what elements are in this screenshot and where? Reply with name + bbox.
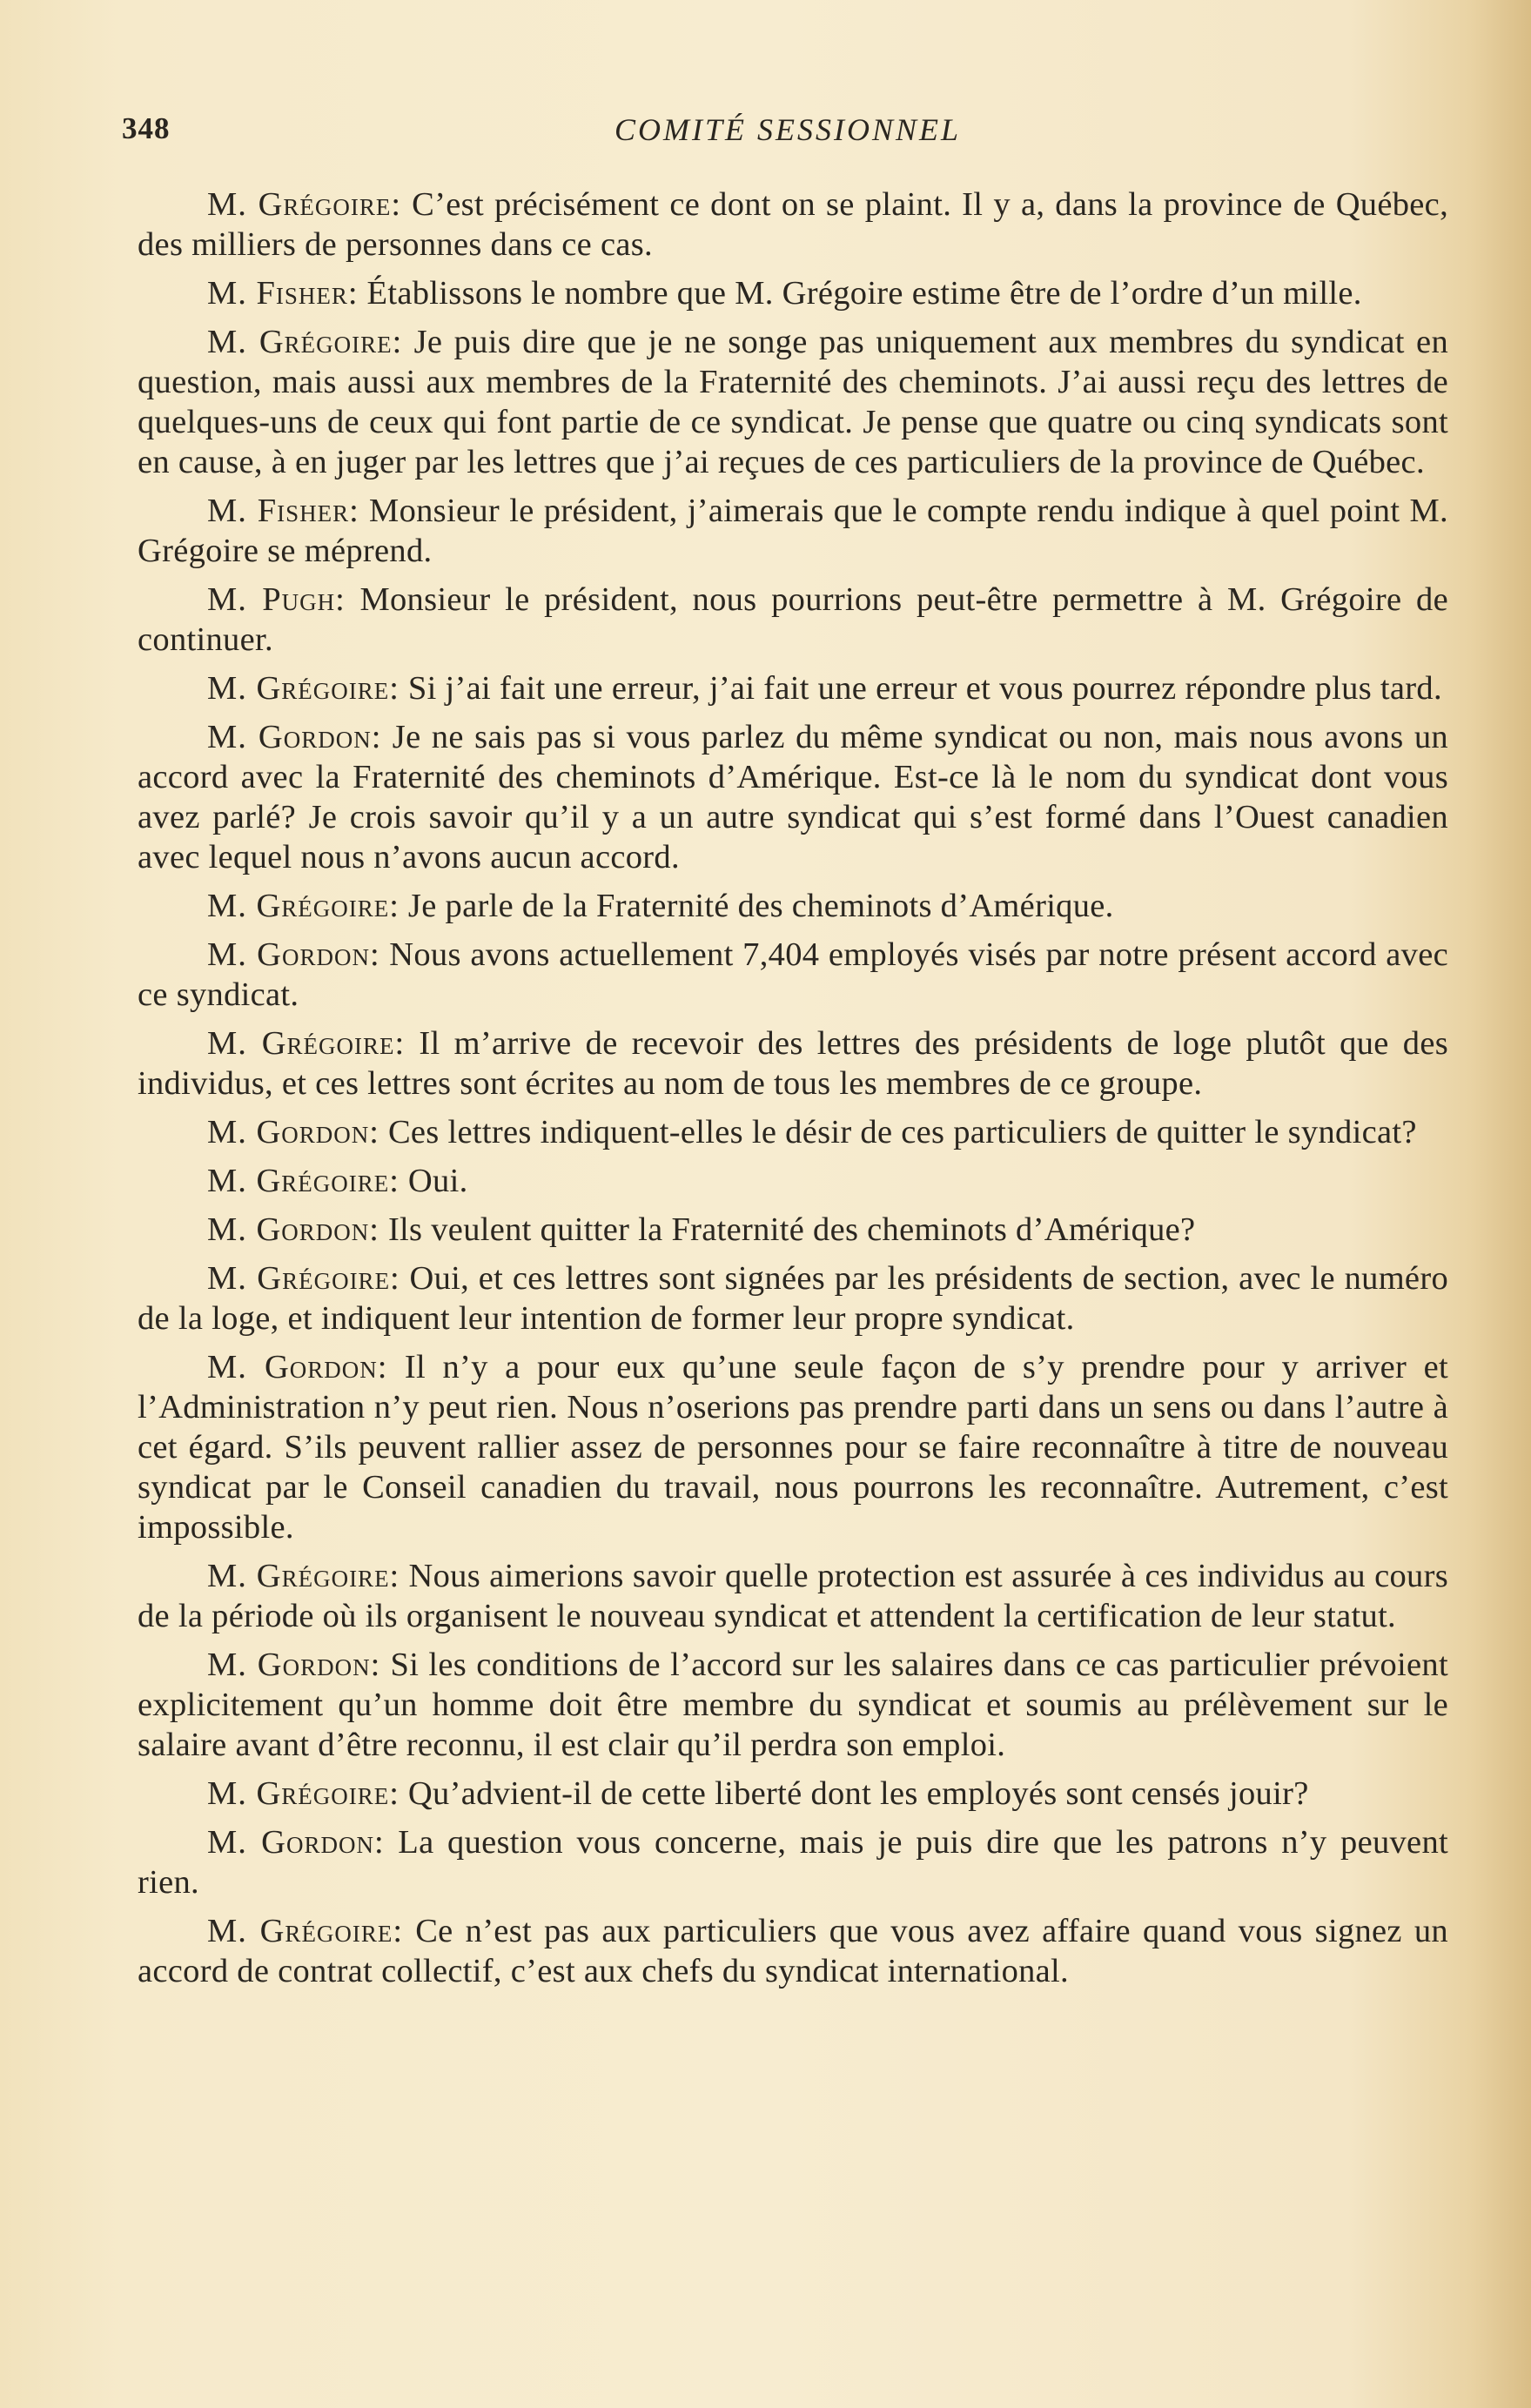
transcript-body: [138, 184, 1448, 2000]
paragraph-text: Je parle de la Fraternité des cheminots d’Amérique.: [407, 888, 1114, 924]
paragraph: [138, 1645, 1448, 1765]
speaker-name: M. Fisher:: [207, 275, 359, 312]
paragraph-text: C’est précisément ce dont on se plaint. Il y a, dans la province de Québec, des milliers de personnes dans ce cas.: [138, 186, 1448, 263]
paragraph-text: Il m’arrive de recevoir des lettres des présidents de loge plutôt que des individus, et ces lettres sont écrites au nom de tous les membres de ce groupe.: [138, 1025, 1448, 1102]
paragraph: [138, 1774, 1448, 1814]
speaker-name: M. Gordon:: [207, 1647, 381, 1683]
speaker-name: M. Gordon:: [207, 1349, 388, 1385]
paragraph: [138, 1347, 1448, 1547]
paragraph-text: La question vous concerne, mais je puis dire que les patrons n’y peuvent rien.: [138, 1824, 1448, 1901]
paragraph-text: Si les conditions de l’accord sur les salaires dans ce cas particulier prévoient explicitement qu’un homme doit être membre du syndicat et soumis au prélèvement sur le salaire avant d’être reconnu, il est clair qu’il perdra son emploi.: [138, 1647, 1448, 1763]
paragraph: [138, 1210, 1448, 1250]
paragraph: [138, 1161, 1448, 1201]
paragraph-text: Monsieur le président, nous pourrions peut-être permettre à M. Grégoire de continuer.: [138, 581, 1448, 658]
paragraph-text: Qu’advient-il de cette liberté dont les employés sont censés jouir?: [407, 1775, 1309, 1812]
speaker-name: M. Fisher:: [207, 493, 359, 529]
paragraph: [138, 273, 1448, 313]
speaker-name: M. Gordon:: [207, 719, 382, 755]
paragraph: [138, 491, 1448, 571]
speaker-name: M. Grégoire:: [207, 324, 403, 360]
paragraph-text: Il n’y a pour eux qu’une seule façon de s’y prendre pour y arriver et l’Administration n’y peut rien. Nous n’oserions pas prendre parti dans un sens ou dans l’autre à cet égard. S’ils peuvent rallier assez de personnes pour se faire reconnaître à titre de nouveau syndicat par le Conseil canadien du travail, nous pourrons les reconnaître. Autrement, c’est impossible.: [138, 1349, 1448, 1546]
page-number: 348: [122, 111, 171, 145]
speaker-name: M. Gordon:: [207, 1824, 385, 1861]
speaker-name: M. Grégoire:: [207, 888, 400, 924]
speaker-name: M. Grégoire:: [207, 1913, 404, 1949]
paragraph: [138, 184, 1448, 265]
speaker-name: M. Grégoire:: [207, 1775, 400, 1812]
paragraph-text: Je ne sais pas si vous parlez du même syndicat ou non, mais nous avons un accord avec la Fraternité des cheminots d’Amérique. Est-ce là le nom du syndicat dont vous avez parlé? Je crois savoir qu’il y a un autre syndicat qui s’est formé dans l’Ouest canadien avec lequel nous n’avons aucun accord.: [138, 719, 1448, 875]
paragraph: [138, 1112, 1448, 1152]
paragraph-text: Ils veulent quitter la Fraternité des cheminots d’Amérique?: [387, 1211, 1196, 1248]
paragraph-text: Si j’ai fait une erreur, j’ai fait une erreur et vous pourrez répondre plus tard.: [407, 670, 1442, 707]
speaker-name: M. Gordon:: [207, 1211, 379, 1248]
paragraph: [138, 1258, 1448, 1338]
speaker-name: M. Grégoire:: [207, 1558, 400, 1594]
speaker-name: M. Gordon:: [207, 1114, 379, 1150]
speaker-name: M. Grégoire:: [207, 670, 400, 707]
paragraph: [138, 717, 1448, 877]
speaker-name: M. Grégoire:: [207, 1163, 400, 1199]
paragraph-text: Je puis dire que je ne songe pas uniquement aux membres du syndicat en question, mais aussi aux membres de la Fraternité des cheminots. J’ai aussi reçu des lettres de quelques-uns de ceux qui font partie de ce syndicat. Je pense que quatre ou cinq syndicats sont en cause, à en juger par les lettres que j’ai reçues de ces particuliers de la province de Québec.: [138, 324, 1448, 480]
paragraph-text: Établissons le nombre que M. Grégoire estime être de l’ordre d’un mille.: [366, 275, 1362, 312]
paragraph-text: Ces lettres indiquent-elles le désir de ces particuliers de quitter le syndicat?: [387, 1114, 1417, 1150]
paragraph: [138, 668, 1448, 708]
paragraph-text: Nous aimerions savoir quelle protection est assurée à ces individus au cours de la période où ils organisent le nouveau syndicat et attendent la certification de leur statut.: [138, 1558, 1448, 1634]
paragraph: [138, 1911, 1448, 1991]
speaker-name: M. Gordon:: [207, 936, 380, 973]
speaker-name: M. Grégoire:: [207, 186, 402, 223]
running-title: COMITÉ SESSIONNEL: [614, 112, 961, 147]
paragraph-text: Monsieur le président, j’aimerais que le compte rendu indique à quel point M. Grégoire se méprend.: [138, 493, 1448, 569]
paragraph: [138, 935, 1448, 1015]
paragraph: [138, 322, 1448, 482]
paragraph: [138, 886, 1448, 926]
paragraph-text: Nous avons actuellement 7,404 employés visés par notre présent accord avec ce syndicat.: [138, 936, 1448, 1013]
paragraph-text: Ce n’est pas aux particuliers que vous avez affaire quand vous signez un accord de contrat collectif, c’est aux chefs du syndicat international.: [138, 1913, 1448, 1989]
paragraph-text: Oui, et ces lettres sont signées par les présidents de section, avec le numéro de la loge, et indiquent leur intention de former leur propre syndicat.: [138, 1260, 1448, 1337]
paragraph: [138, 1822, 1448, 1902]
paragraph: [138, 1023, 1448, 1103]
page-header: [122, 111, 1454, 164]
speaker-name: M. Grégoire:: [207, 1260, 400, 1297]
paragraph: [138, 1556, 1448, 1636]
speaker-name: M. Pugh:: [207, 581, 346, 618]
speaker-name: M. Grégoire:: [207, 1025, 406, 1062]
paragraph: [138, 580, 1448, 660]
paragraph-text: Oui.: [407, 1163, 468, 1199]
